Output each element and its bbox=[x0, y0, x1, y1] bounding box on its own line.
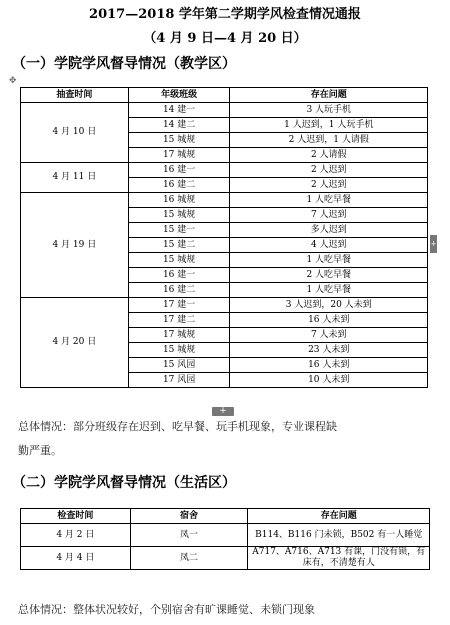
cell-class: 15 城规 bbox=[128, 253, 230, 268]
report-date-range: （4 月 9 日—4 月 20 日） bbox=[143, 31, 307, 46]
table-row bbox=[21, 298, 428, 313]
cell-class: 14 建一 bbox=[128, 103, 230, 118]
cell-class: 16 建一 bbox=[128, 268, 230, 283]
cell-problem: 多人迟到 bbox=[230, 223, 428, 238]
cell-problem: 23 人未到 bbox=[230, 343, 428, 358]
cell-date: 4 月 10 日 bbox=[21, 103, 129, 163]
cell-class: 14 建二 bbox=[128, 118, 230, 133]
cell-problem: 2 人迟到 bbox=[230, 163, 428, 178]
cell-class: 15 建二 bbox=[128, 238, 230, 253]
table-row bbox=[21, 163, 428, 178]
header-problem: 存在问题 bbox=[248, 509, 430, 524]
cell-date: 4 月 19 日 bbox=[21, 193, 129, 298]
cell-class: 16 建二 bbox=[128, 283, 230, 298]
cell-problem: 16 人未到 bbox=[230, 313, 428, 328]
cell-problem: 3 人玩手机 bbox=[230, 103, 428, 118]
cell-problem: 2 人迟到，1 人请假 bbox=[230, 133, 428, 148]
cell-problem: B114、B116 门未锁，B502 有一人睡觉 bbox=[248, 524, 430, 547]
summary-teaching-line1: 总体情况：部分班级存在迟到、吃早餐、玩手机现象，专业课程缺 bbox=[18, 420, 337, 433]
header-problem: 存在问题 bbox=[230, 88, 428, 103]
cell-class: 17 风园 bbox=[128, 373, 230, 388]
living-area-table bbox=[20, 508, 430, 570]
cell-class: 17 建一 bbox=[128, 298, 230, 313]
section1-heading: （一）学院学风督导情况（教学区） bbox=[12, 56, 236, 72]
header-check-time: 检查时间 bbox=[21, 509, 131, 524]
cell-problem: 2 人吃早餐 bbox=[230, 268, 428, 283]
cell-class: 17 城规 bbox=[128, 148, 230, 163]
table-row bbox=[21, 524, 430, 547]
cell-problem: 1 人吃早餐 bbox=[230, 253, 428, 268]
cell-problem: 16 人未到 bbox=[230, 358, 428, 373]
cell-dorm: 凤二 bbox=[130, 547, 248, 570]
cell-class: 15 建一 bbox=[128, 223, 230, 238]
summary-teaching-line2: 勤严重。 bbox=[18, 444, 62, 457]
report-title: 2017—2018 学年第二学期学风检查情况通报 bbox=[89, 7, 361, 22]
cell-date: 4 月 4 日 bbox=[21, 547, 131, 570]
table-side-add-button[interactable]: + bbox=[430, 235, 437, 253]
cell-class: 15 城规 bbox=[128, 133, 230, 148]
cell-problem: 1 人迟到，1 人玩手机 bbox=[230, 118, 428, 133]
table-add-row-button[interactable]: + bbox=[212, 407, 234, 416]
header-class: 年级班级 bbox=[128, 88, 230, 103]
cell-problem: 2 人迟到 bbox=[230, 178, 428, 193]
header-check-time: 抽查时间 bbox=[21, 88, 129, 103]
cell-problem: 1 人吃早餐 bbox=[230, 283, 428, 298]
cell-problem: 3 人迟到，20 人未到 bbox=[230, 298, 428, 313]
cell-class: 16 建二 bbox=[128, 178, 230, 193]
summary-teaching bbox=[18, 415, 438, 463]
cell-date: 4 月 2 日 bbox=[21, 524, 131, 547]
cell-class: 17 城规 bbox=[128, 328, 230, 343]
table-row bbox=[21, 103, 428, 118]
cell-date: 4 月 20 日 bbox=[21, 298, 129, 388]
cell-problem: A717、A716、A713 有课，门没有锁，有床有，不清楚有人 bbox=[248, 547, 430, 570]
cell-problem: 7 人未到 bbox=[230, 328, 428, 343]
cell-date: 4 月 11 日 bbox=[21, 163, 129, 193]
summary-living: 总体情况：整体状况较好，个别宿舍有旷课睡觉、未锁门现象 bbox=[18, 603, 315, 616]
cell-class: 15 风园 bbox=[128, 358, 230, 373]
table-row bbox=[21, 193, 428, 208]
section2-heading: （二）学院学风督导情况（生活区） bbox=[12, 475, 236, 491]
teaching-area-table bbox=[20, 87, 428, 388]
cell-class: 16 建一 bbox=[128, 163, 230, 178]
cell-class: 16 城规 bbox=[128, 193, 230, 208]
cell-problem: 7 人迟到 bbox=[230, 208, 428, 223]
cell-problem: 4 人迟到 bbox=[230, 238, 428, 253]
cell-class: 17 建二 bbox=[128, 313, 230, 328]
cell-problem: 1 人吃早餐 bbox=[230, 193, 428, 208]
header-dorm: 宿舍 bbox=[130, 509, 248, 524]
cell-class: 15 城规 bbox=[128, 208, 230, 223]
cell-problem: 2 人请假 bbox=[230, 148, 428, 163]
table-row bbox=[21, 547, 430, 570]
table-move-handle-icon[interactable]: ✥ bbox=[9, 76, 17, 86]
cell-dorm: 凤一 bbox=[130, 524, 248, 547]
cell-class: 15 城规 bbox=[128, 343, 230, 358]
cell-problem: 10 人未到 bbox=[230, 373, 428, 388]
